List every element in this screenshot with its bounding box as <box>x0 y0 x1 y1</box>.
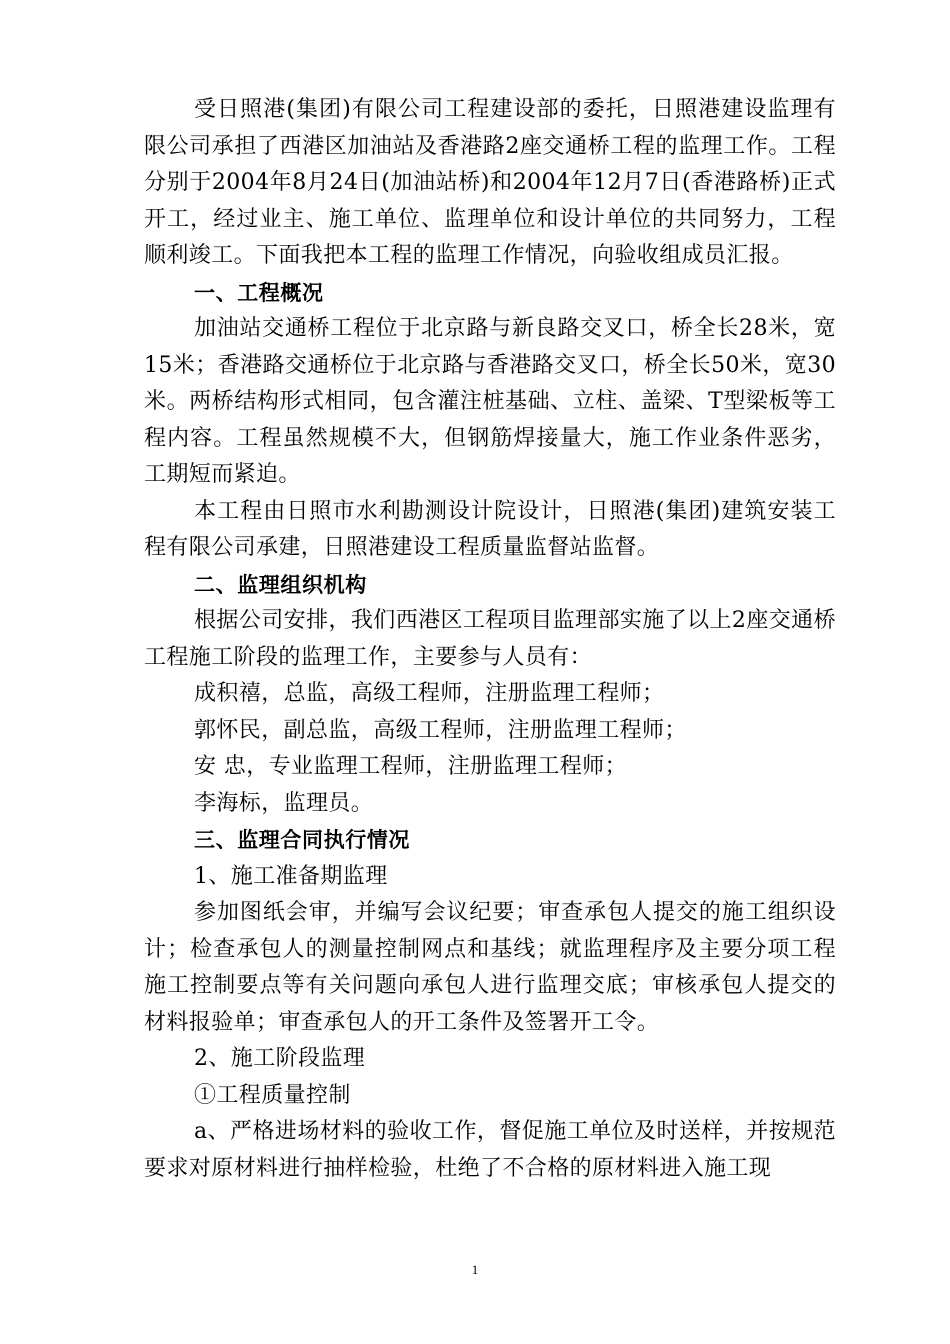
section-heading-organization: 二、监理组织机构 <box>194 572 367 597</box>
quality-paragraph: a、严格进场材料的验收工作，督促施工单位及时送样，并按规范要求对原材料进行抽样检验，杜绝了不合格的原材料进入施工现 <box>144 1119 836 1181</box>
preparation-paragraph: 参加图纸会审，并编写会议纪要；审查承包人提交的施工组织设计；检查承包人的测量控制网点和基线；就监理程序及主要分项工程施工控制要点等有关问题向承包人进行监理交底；审核承包人提交的材料报验单；审查承包人的开工条件及签署开工令。 <box>144 900 836 1035</box>
document-body <box>144 92 836 1187</box>
staff-line: 李海标，监理员。 <box>194 790 374 816</box>
subheading-quality-control: ①工程质量控制 <box>194 1082 351 1108</box>
subheading-preparation: 1、施工准备期监理 <box>194 863 388 889</box>
section-heading-overview: 一、工程概况 <box>194 280 324 305</box>
page-number: 1 <box>471 1262 479 1277</box>
overview-paragraph: 加油站交通桥工程位于北京路与新良路交叉口，桥全长28米，宽15米；香港路交通桥位于北京路与香港路交叉口，桥全长50米，宽30米。两桥结构形式相同，包含灌注桩基础、立柱、盖梁、T型梁板等工程内容。工程虽然规模不大，但钢筋焊接量大，施工作业条件恶劣，工期短而紧迫。 <box>144 316 836 487</box>
staff-line: 郭怀民，副总监，高级工程师，注册监理工程师； <box>194 717 687 743</box>
subheading-construction: 2、施工阶段监理 <box>194 1046 366 1071</box>
design-paragraph: 本工程由日照市水利勘测设计院设计，日照港(集团)建筑安装工程有限公司承建，日照港建设工程质量监督站监督。 <box>144 498 836 560</box>
staff-line: 成积禧，总监，高级工程师，注册监理工程师； <box>194 681 665 706</box>
organization-paragraph: 根据公司安排，我们西港区工程项目监理部实施了以上2座交通桥工程施工阶段的监理工作，主要参与人员有： <box>144 608 836 670</box>
intro-paragraph: 受日照港(集团)有限公司工程建设部的委托，日照港建设监理有限公司承担了西港区加油站及香港路2座交通桥工程的监理工作。工程分别于2004年8月24日(加油站桥)和2004年12月7日(香港路桥)正式开工，经过业主、施工单位、监理单位和设计单位的共同努力，工程顺利竣工。下面我把本工程的监理工作情况，向验收组成员汇报。 <box>144 97 836 268</box>
section-heading-contract: 三、监理合同执行情况 <box>194 828 410 852</box>
staff-line: 安 忠，专业监理工程师，注册监理工程师； <box>194 754 627 779</box>
